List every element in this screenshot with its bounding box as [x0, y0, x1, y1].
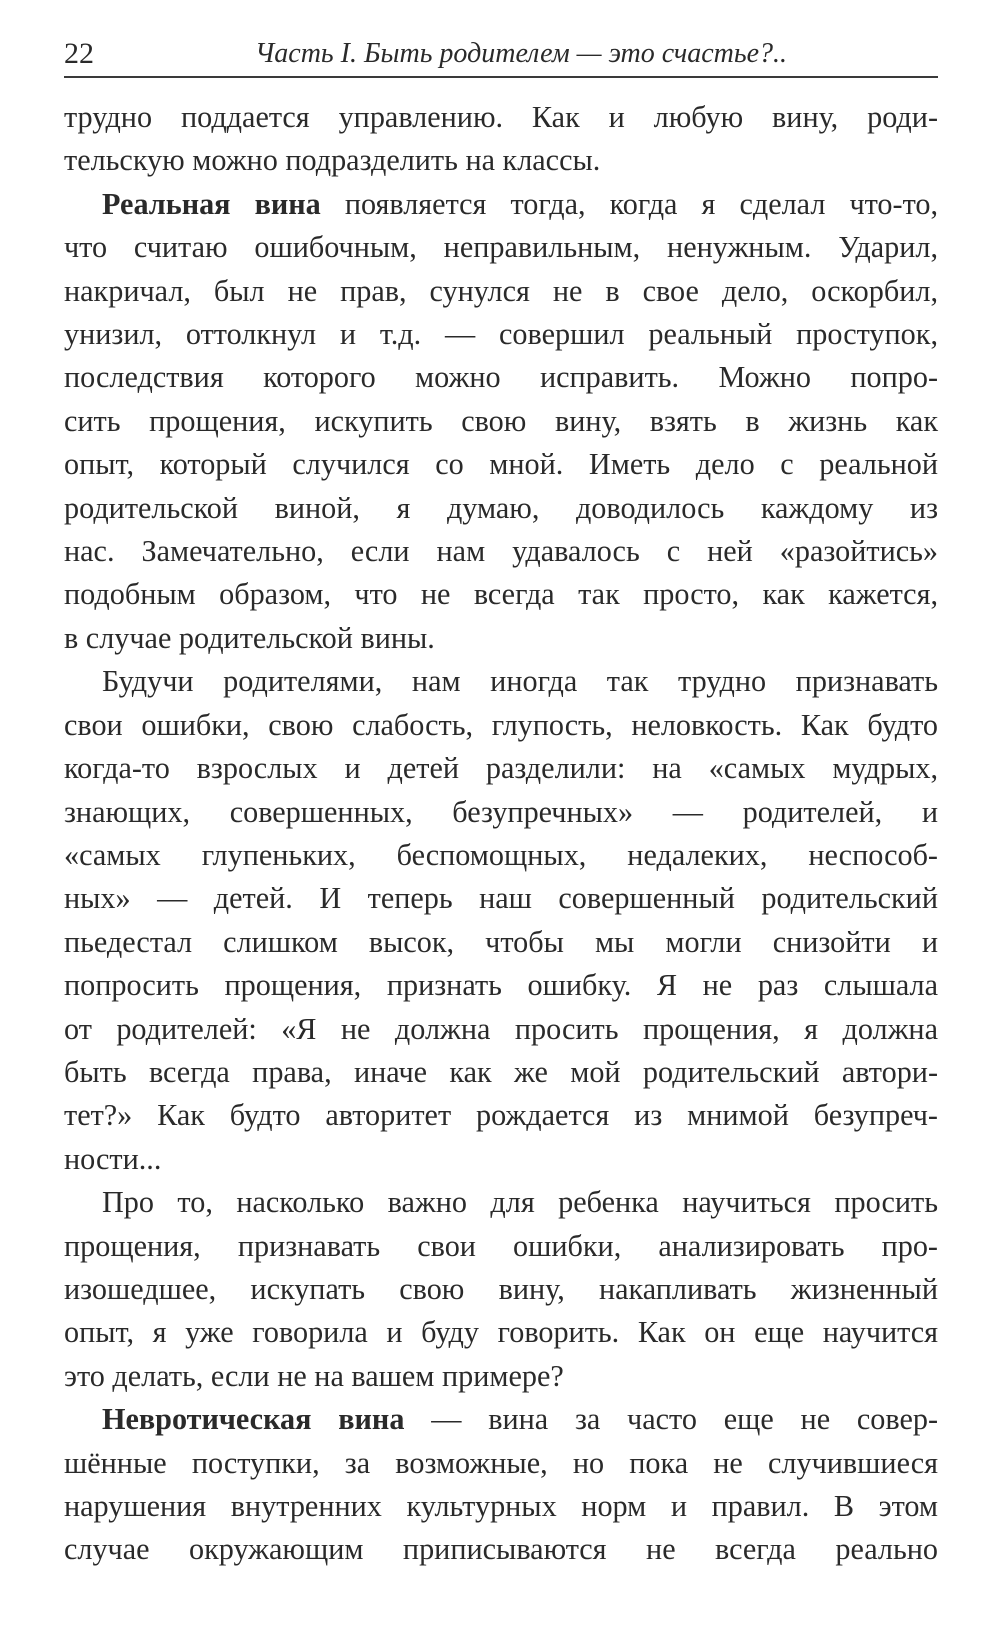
- text-line: шённые поступки, за возможные, но пока не случившиеся: [64, 1445, 938, 1480]
- text-line: Про то, насколько важно для ребенка научиться просить: [102, 1185, 938, 1220]
- text-line: последствия которого можно исправить. Можно попро-: [64, 360, 938, 395]
- text-fragment: — вина за часто еще не совер-: [404, 1402, 938, 1437]
- text-line: сить прощения, искупить свою вину, взять в жизнь как: [64, 403, 938, 438]
- text-line: нас. Замечательно, если нам удавалось с ней «разойтись»: [64, 534, 938, 569]
- header-rule: [64, 76, 938, 78]
- paragraph-5: [64, 1398, 938, 1572]
- text-line: это делать, если не на вашем примере?: [64, 1358, 564, 1393]
- text-line: тет?» Как будто авторитет рождается из мнимой безупреч-: [64, 1098, 938, 1133]
- text-line: Будучи родителями, нам иногда так трудно признавать: [102, 664, 938, 699]
- text-fragment: появляется тогда, когда я сделал что-то,: [320, 186, 939, 221]
- text-line: ных» — детей. И теперь наш совершенный родительский: [64, 881, 938, 916]
- text-line: опыт, который случился со мной. Иметь дело с реальной: [64, 447, 938, 482]
- text-line: попросить прощения, признать ошибку. Я не раз слышала: [64, 968, 938, 1003]
- paragraph-4: [64, 1181, 938, 1398]
- body-text: [64, 96, 938, 1572]
- paragraph-3: [64, 660, 938, 1181]
- text-line: свои ошибки, свою слабость, глупость, неловкость. Как будто: [64, 707, 938, 742]
- text-line: опыт, я уже говорила и буду говорить. Как он еще научится: [64, 1315, 938, 1350]
- text-line: нарушения внутренних культурных норм и правил. В этом: [64, 1489, 938, 1523]
- running-title: Часть I. Быть родителем — это счастье?..: [254, 38, 788, 69]
- text-line: что считаю ошибочным, неправильным, ненужным. Ударил,: [64, 230, 938, 265]
- text-line: [64, 183, 938, 226]
- text-line: унизил, оттолкнул и т.д. — совершил реальный проступок,: [64, 317, 938, 352]
- text-line: быть всегда права, иначе как же мой родительский автори-: [64, 1054, 938, 1089]
- text-line: прощения, признавать свои ошибки, анализировать про-: [64, 1228, 938, 1263]
- running-head: [64, 34, 938, 74]
- text-line: ности...: [64, 1141, 162, 1176]
- paragraph-2: [64, 183, 938, 660]
- text-line: накричал, был не прав, сунулся не в свое дело, оскорбил,: [64, 273, 938, 308]
- text-line: [64, 1398, 938, 1441]
- text-line: изошедшее, искупать свою вину, накапливать жизненный: [64, 1271, 938, 1306]
- text-line: подобным образом, что не всегда так просто, как кажется,: [64, 577, 938, 612]
- text-line: трудно поддается управлению. Как и любую вину, роди-: [64, 100, 938, 134]
- term-neurotic-guilt: Невротическая вина: [102, 1402, 405, 1437]
- page-number: 22: [64, 37, 94, 70]
- text-line: от родителей: «Я не должна просить прощения, я должна: [64, 1011, 938, 1046]
- paragraph-1: [64, 96, 938, 183]
- text-line: когда-то взрослых и детей разделили: на «самых мудрых,: [64, 751, 938, 786]
- text-line: «самых глупеньких, беспомощных, недалеких, неспособ-: [64, 837, 938, 872]
- text-line: тельскую можно подразделить на классы.: [64, 143, 601, 178]
- text-line: случае окружающим приписываются не всегда реально: [64, 1532, 938, 1567]
- text-line: пьедестал слишком высок, чтобы мы могли снизойти и: [64, 924, 938, 959]
- text-line: в случае родительской вины.: [64, 620, 435, 655]
- term-real-guilt: Реальная вина: [102, 186, 321, 221]
- text-line: знающих, совершенных, безупречных» — родителей, и: [64, 794, 938, 829]
- text-line: родительской виной, я думаю, доводилось каждому из: [64, 490, 938, 525]
